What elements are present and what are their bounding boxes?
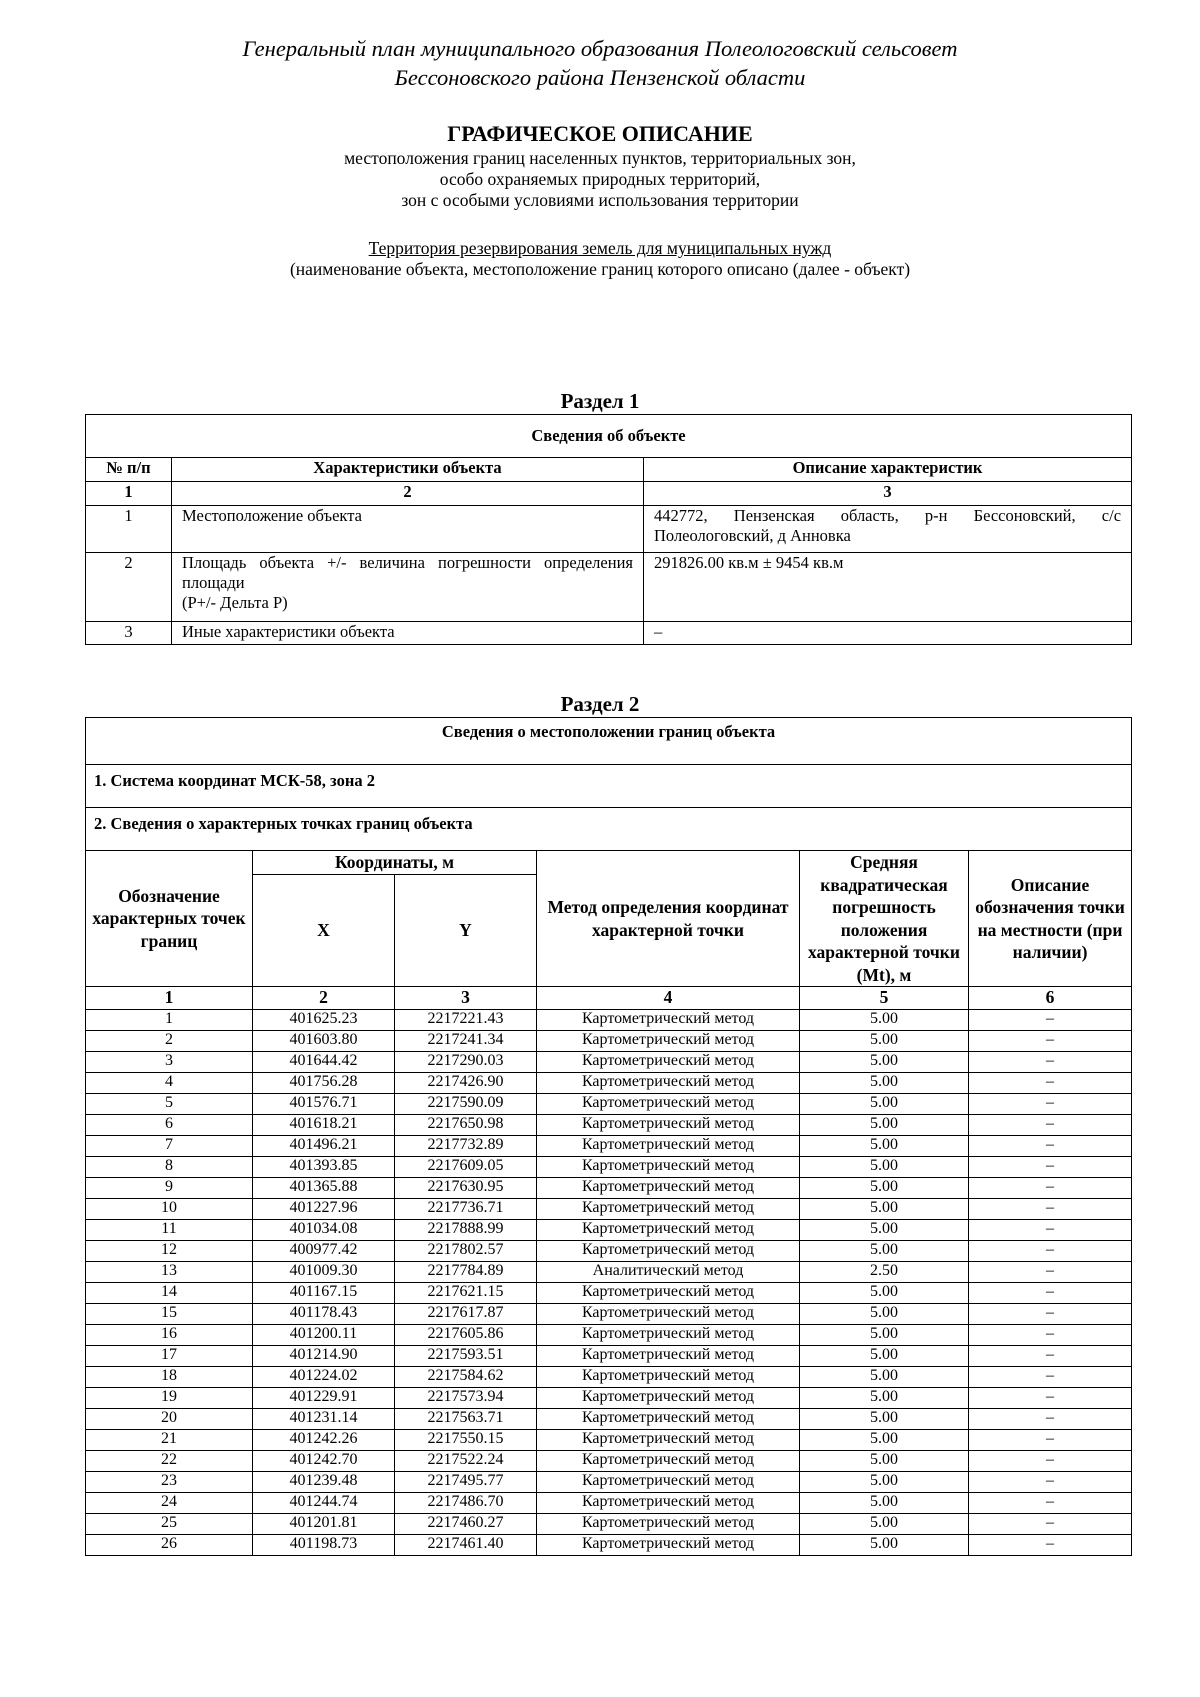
mean-error: 5.00 <box>800 1220 969 1241</box>
coordinate-y: 2217590.09 <box>395 1094 537 1115</box>
point-number: 1 <box>86 1010 253 1031</box>
coordinate-y: 2217573.94 <box>395 1388 537 1409</box>
object-info-table <box>85 414 1132 645</box>
table-row <box>86 553 1132 622</box>
coordinate-y: 2217426.90 <box>395 1073 537 1094</box>
column-header: Характеристики объекта <box>172 458 644 482</box>
coordinate-y: 2217460.27 <box>395 1514 537 1535</box>
document-header <box>0 34 1200 92</box>
row-number: 1 <box>86 506 172 553</box>
column-number: 6 <box>969 987 1132 1010</box>
coordinate-x: 401244.74 <box>253 1493 395 1514</box>
point-description: – <box>969 1304 1132 1325</box>
mean-error: 5.00 <box>800 1241 969 1262</box>
method: Картометрический метод <box>537 1346 800 1367</box>
header-method: Метод определения координат характерной точки <box>537 851 800 987</box>
point-description: – <box>969 1010 1132 1031</box>
column-number: 2 <box>172 482 644 506</box>
method: Картометрический метод <box>537 1220 800 1241</box>
coordinate-y: 2217736.71 <box>395 1199 537 1220</box>
table-row <box>86 1493 1132 1514</box>
table-row <box>86 1178 1132 1199</box>
table-row <box>86 1052 1132 1073</box>
coordinate-y: 2217605.86 <box>395 1325 537 1346</box>
point-description: – <box>969 1388 1132 1409</box>
point-number: 13 <box>86 1262 253 1283</box>
coordinate-x: 401034.08 <box>253 1220 395 1241</box>
method: Картометрический метод <box>537 1136 800 1157</box>
column-number: 3 <box>395 987 537 1010</box>
coordinate-y: 2217461.40 <box>395 1535 537 1556</box>
method: Картометрический метод <box>537 1157 800 1178</box>
mean-error: 5.00 <box>800 1073 969 1094</box>
table-row <box>86 1367 1132 1388</box>
table-row <box>86 1514 1132 1535</box>
mean-error: 5.00 <box>800 1115 969 1136</box>
header-x: X <box>253 875 395 987</box>
mean-error: 5.00 <box>800 1535 969 1556</box>
table-row <box>86 1136 1132 1157</box>
coordinate-x: 401178.43 <box>253 1304 395 1325</box>
mean-error: 5.00 <box>800 1346 969 1367</box>
method: Аналитический метод <box>537 1262 800 1283</box>
coordinate-system: 1. Система координат МСК-58, зона 2 <box>86 765 1132 808</box>
point-number: 17 <box>86 1346 253 1367</box>
document-title: ГРАФИЧЕСКОЕ ОПИСАНИЕ <box>447 121 753 146</box>
mean-error: 5.00 <box>800 1514 969 1535</box>
point-number: 9 <box>86 1178 253 1199</box>
mean-error: 5.00 <box>800 1157 969 1178</box>
coordinate-x: 401214.90 <box>253 1346 395 1367</box>
object-name-block <box>0 238 1200 280</box>
mean-error: 2.50 <box>800 1262 969 1283</box>
point-description: – <box>969 1325 1132 1346</box>
method: Картометрический метод <box>537 1199 800 1220</box>
method: Картометрический метод <box>537 1031 800 1052</box>
table-row <box>86 1388 1132 1409</box>
characteristic-value: 442772, Пензенская область, р-н Бессоновский, с/с Полеологовский, д Анновка <box>644 506 1132 553</box>
coordinate-x: 401009.30 <box>253 1262 395 1283</box>
coordinate-y: 2217563.71 <box>395 1409 537 1430</box>
mean-error: 5.00 <box>800 1031 969 1052</box>
point-number: 19 <box>86 1388 253 1409</box>
mean-error: 5.00 <box>800 1325 969 1346</box>
method: Картометрический метод <box>537 1472 800 1493</box>
point-description: – <box>969 1157 1132 1178</box>
point-description: – <box>969 1283 1132 1304</box>
header-description: Описание обозначения точки на местности (при наличии) <box>969 851 1132 987</box>
point-description: – <box>969 1136 1132 1157</box>
mean-error: 5.00 <box>800 1136 969 1157</box>
column-number: 1 <box>86 482 172 506</box>
coordinate-y: 2217784.89 <box>395 1262 537 1283</box>
table-row <box>86 1199 1132 1220</box>
method: Картометрический метод <box>537 1073 800 1094</box>
table-row <box>86 1451 1132 1472</box>
point-description: – <box>969 1262 1132 1283</box>
coordinate-x: 401201.81 <box>253 1514 395 1535</box>
mean-error: 5.00 <box>800 1178 969 1199</box>
table-row <box>86 1472 1132 1493</box>
coordinate-x: 401229.91 <box>253 1388 395 1409</box>
object-name-note: (наименование объекта, местоположение границ которого описано (далее - объект) <box>289 259 911 279</box>
point-number: 2 <box>86 1031 253 1052</box>
coordinate-x: 401239.48 <box>253 1472 395 1493</box>
point-number: 7 <box>86 1136 253 1157</box>
table-row <box>86 1031 1132 1052</box>
characteristic-name-formula: (P+/- Дельта P) <box>182 593 288 612</box>
object-name: Территория резервирования земель для муниципальных нужд <box>368 238 832 258</box>
method: Картометрический метод <box>537 1241 800 1262</box>
coordinate-x: 401198.73 <box>253 1535 395 1556</box>
mean-error: 5.00 <box>800 1493 969 1514</box>
column-number: 2 <box>253 987 395 1010</box>
coordinate-y: 2217495.77 <box>395 1472 537 1493</box>
coordinate-y: 2217221.43 <box>395 1010 537 1031</box>
mean-error: 5.00 <box>800 1367 969 1388</box>
point-number: 5 <box>86 1094 253 1115</box>
table-row <box>86 1073 1132 1094</box>
table-row <box>86 1535 1132 1556</box>
point-number: 18 <box>86 1367 253 1388</box>
method: Картометрический метод <box>537 1367 800 1388</box>
coordinate-y: 2217550.15 <box>395 1430 537 1451</box>
table-row <box>86 1094 1132 1115</box>
table-row <box>86 1157 1132 1178</box>
coordinate-y: 2217486.70 <box>395 1493 537 1514</box>
point-number: 23 <box>86 1472 253 1493</box>
title-subline-1: местоположения границ населенных пунктов, территориальных зон, <box>344 148 856 168</box>
method: Картометрический метод <box>537 1493 800 1514</box>
coordinate-x: 401625.23 <box>253 1010 395 1031</box>
method: Картометрический метод <box>537 1010 800 1031</box>
coordinate-x: 401242.70 <box>253 1451 395 1472</box>
coordinate-x: 401603.80 <box>253 1031 395 1052</box>
mean-error: 5.00 <box>800 1010 969 1031</box>
table-row <box>86 1283 1132 1304</box>
points-table-body <box>86 1010 1132 1556</box>
coordinate-x: 401224.02 <box>253 1367 395 1388</box>
method: Картометрический метод <box>537 1388 800 1409</box>
column-number: 5 <box>800 987 969 1010</box>
header-mean-error: Средняя квадратическая погрешность положения характерной точки (Mt), м <box>800 851 969 987</box>
coordinate-y: 2217621.15 <box>395 1283 537 1304</box>
table-caption: Сведения об объекте <box>86 415 1132 458</box>
point-description: – <box>969 1451 1132 1472</box>
method: Картометрический метод <box>537 1451 800 1472</box>
method: Картометрический метод <box>537 1178 800 1199</box>
point-description: – <box>969 1514 1132 1535</box>
point-description: – <box>969 1472 1132 1493</box>
point-number: 16 <box>86 1325 253 1346</box>
coordinate-y: 2217802.57 <box>395 1241 537 1262</box>
characteristic-name: Площадь объекта +/- величина погрешности определения площади <box>182 553 633 592</box>
coordinate-y: 2217617.87 <box>395 1304 537 1325</box>
characteristic-name: Иные характеристики объекта <box>172 622 644 645</box>
row-number: 3 <box>86 622 172 645</box>
coordinate-x: 401618.21 <box>253 1115 395 1136</box>
point-description: – <box>969 1220 1132 1241</box>
section-2-title: Раздел 2 <box>560 692 640 716</box>
coordinate-x: 401167.15 <box>253 1283 395 1304</box>
point-number: 12 <box>86 1241 253 1262</box>
method: Картометрический метод <box>537 1514 800 1535</box>
point-number: 22 <box>86 1451 253 1472</box>
coordinate-y: 2217522.24 <box>395 1451 537 1472</box>
point-number: 8 <box>86 1157 253 1178</box>
method: Картометрический метод <box>537 1409 800 1430</box>
point-number: 4 <box>86 1073 253 1094</box>
column-header: Описание характеристик <box>644 458 1132 482</box>
coordinate-y: 2217584.62 <box>395 1367 537 1388</box>
point-number: 15 <box>86 1304 253 1325</box>
title-subline-2: особо охраняемых природных территорий, <box>439 169 761 189</box>
section-1-title: Раздел 1 <box>560 389 640 413</box>
coordinate-y: 2217650.98 <box>395 1115 537 1136</box>
coordinate-y: 2217241.34 <box>395 1031 537 1052</box>
point-description: – <box>969 1031 1132 1052</box>
point-description: – <box>969 1346 1132 1367</box>
coordinate-x: 401496.21 <box>253 1136 395 1157</box>
method: Картометрический метод <box>537 1535 800 1556</box>
point-description: – <box>969 1115 1132 1136</box>
method: Картометрический метод <box>537 1283 800 1304</box>
mean-error: 5.00 <box>800 1283 969 1304</box>
mean-error: 5.00 <box>800 1472 969 1493</box>
point-number: 3 <box>86 1052 253 1073</box>
title-block <box>0 120 1200 211</box>
method: Картометрический метод <box>537 1304 800 1325</box>
method: Картометрический метод <box>537 1325 800 1346</box>
point-number: 20 <box>86 1409 253 1430</box>
method: Картометрический метод <box>537 1115 800 1136</box>
table-row <box>86 506 1132 553</box>
coordinate-y: 2217732.89 <box>395 1136 537 1157</box>
title-subline-3: зон с особыми условиями использования территории <box>401 190 799 210</box>
method: Картометрический метод <box>537 1052 800 1073</box>
point-description: – <box>969 1073 1132 1094</box>
mean-error: 5.00 <box>800 1094 969 1115</box>
column-number: 4 <box>537 987 800 1010</box>
header-line-1: Генеральный план муниципального образования Полеологовский сельсовет <box>242 36 958 61</box>
header-designation: Обозначение характерных точек границ <box>86 851 253 987</box>
coordinate-y: 2217630.95 <box>395 1178 537 1199</box>
table-row <box>86 1430 1132 1451</box>
mean-error: 5.00 <box>800 1409 969 1430</box>
table-row <box>86 1220 1132 1241</box>
mean-error: 5.00 <box>800 1430 969 1451</box>
table-row <box>86 1262 1132 1283</box>
mean-error: 5.00 <box>800 1304 969 1325</box>
coordinate-x: 401200.11 <box>253 1325 395 1346</box>
points-section-title: 2. Сведения о характерных точках границ объекта <box>86 808 1132 851</box>
coordinate-x: 401756.28 <box>253 1073 395 1094</box>
method: Картометрический метод <box>537 1094 800 1115</box>
coordinate-x: 401242.26 <box>253 1430 395 1451</box>
point-description: – <box>969 1367 1132 1388</box>
coordinate-x: 400977.42 <box>253 1241 395 1262</box>
mean-error: 5.00 <box>800 1388 969 1409</box>
point-number: 14 <box>86 1283 253 1304</box>
point-description: – <box>969 1178 1132 1199</box>
characteristic-name-cell <box>172 553 644 622</box>
table-row <box>86 622 1132 645</box>
point-number: 26 <box>86 1535 253 1556</box>
mean-error: 5.00 <box>800 1052 969 1073</box>
point-number: 11 <box>86 1220 253 1241</box>
point-description: – <box>969 1052 1132 1073</box>
point-description: – <box>969 1535 1132 1556</box>
table-row <box>86 1241 1132 1262</box>
point-number: 6 <box>86 1115 253 1136</box>
coordinate-x: 401644.42 <box>253 1052 395 1073</box>
point-description: – <box>969 1241 1132 1262</box>
point-description: – <box>969 1430 1132 1451</box>
point-description: – <box>969 1094 1132 1115</box>
boundary-points-table <box>85 717 1132 1556</box>
table-row <box>86 1325 1132 1346</box>
point-number: 25 <box>86 1514 253 1535</box>
mean-error: 5.00 <box>800 1451 969 1472</box>
point-description: – <box>969 1493 1132 1514</box>
column-header: № п/п <box>86 458 172 482</box>
header-y: Y <box>395 875 537 987</box>
coordinate-x: 401393.85 <box>253 1157 395 1178</box>
coordinate-x: 401227.96 <box>253 1199 395 1220</box>
point-number: 24 <box>86 1493 253 1514</box>
row-number: 2 <box>86 553 172 622</box>
coordinate-x: 401231.14 <box>253 1409 395 1430</box>
characteristic-name: Местоположение объекта <box>172 506 644 553</box>
table-row <box>86 1346 1132 1367</box>
method: Картометрический метод <box>537 1430 800 1451</box>
header-line-2: Бессоновского района Пензенской области <box>394 65 806 90</box>
mean-error: 5.00 <box>800 1199 969 1220</box>
table-caption: Сведения о местоположении границ объекта <box>86 718 1132 765</box>
point-number: 21 <box>86 1430 253 1451</box>
column-number: 3 <box>644 482 1132 506</box>
characteristic-value: – <box>644 622 1132 645</box>
coordinate-y: 2217290.03 <box>395 1052 537 1073</box>
table-row <box>86 1115 1132 1136</box>
coordinate-y: 2217593.51 <box>395 1346 537 1367</box>
header-coordinates: Координаты, м <box>253 851 537 875</box>
coordinate-x: 401365.88 <box>253 1178 395 1199</box>
coordinate-y: 2217888.99 <box>395 1220 537 1241</box>
point-number: 10 <box>86 1199 253 1220</box>
column-number: 1 <box>86 987 253 1010</box>
point-description: – <box>969 1409 1132 1430</box>
coordinate-y: 2217609.05 <box>395 1157 537 1178</box>
table-row <box>86 1409 1132 1430</box>
point-description: – <box>969 1199 1132 1220</box>
characteristic-value: 291826.00 кв.м ± 9454 кв.м <box>644 553 1132 622</box>
table-row <box>86 1010 1132 1031</box>
table-row <box>86 1304 1132 1325</box>
coordinate-x: 401576.71 <box>253 1094 395 1115</box>
